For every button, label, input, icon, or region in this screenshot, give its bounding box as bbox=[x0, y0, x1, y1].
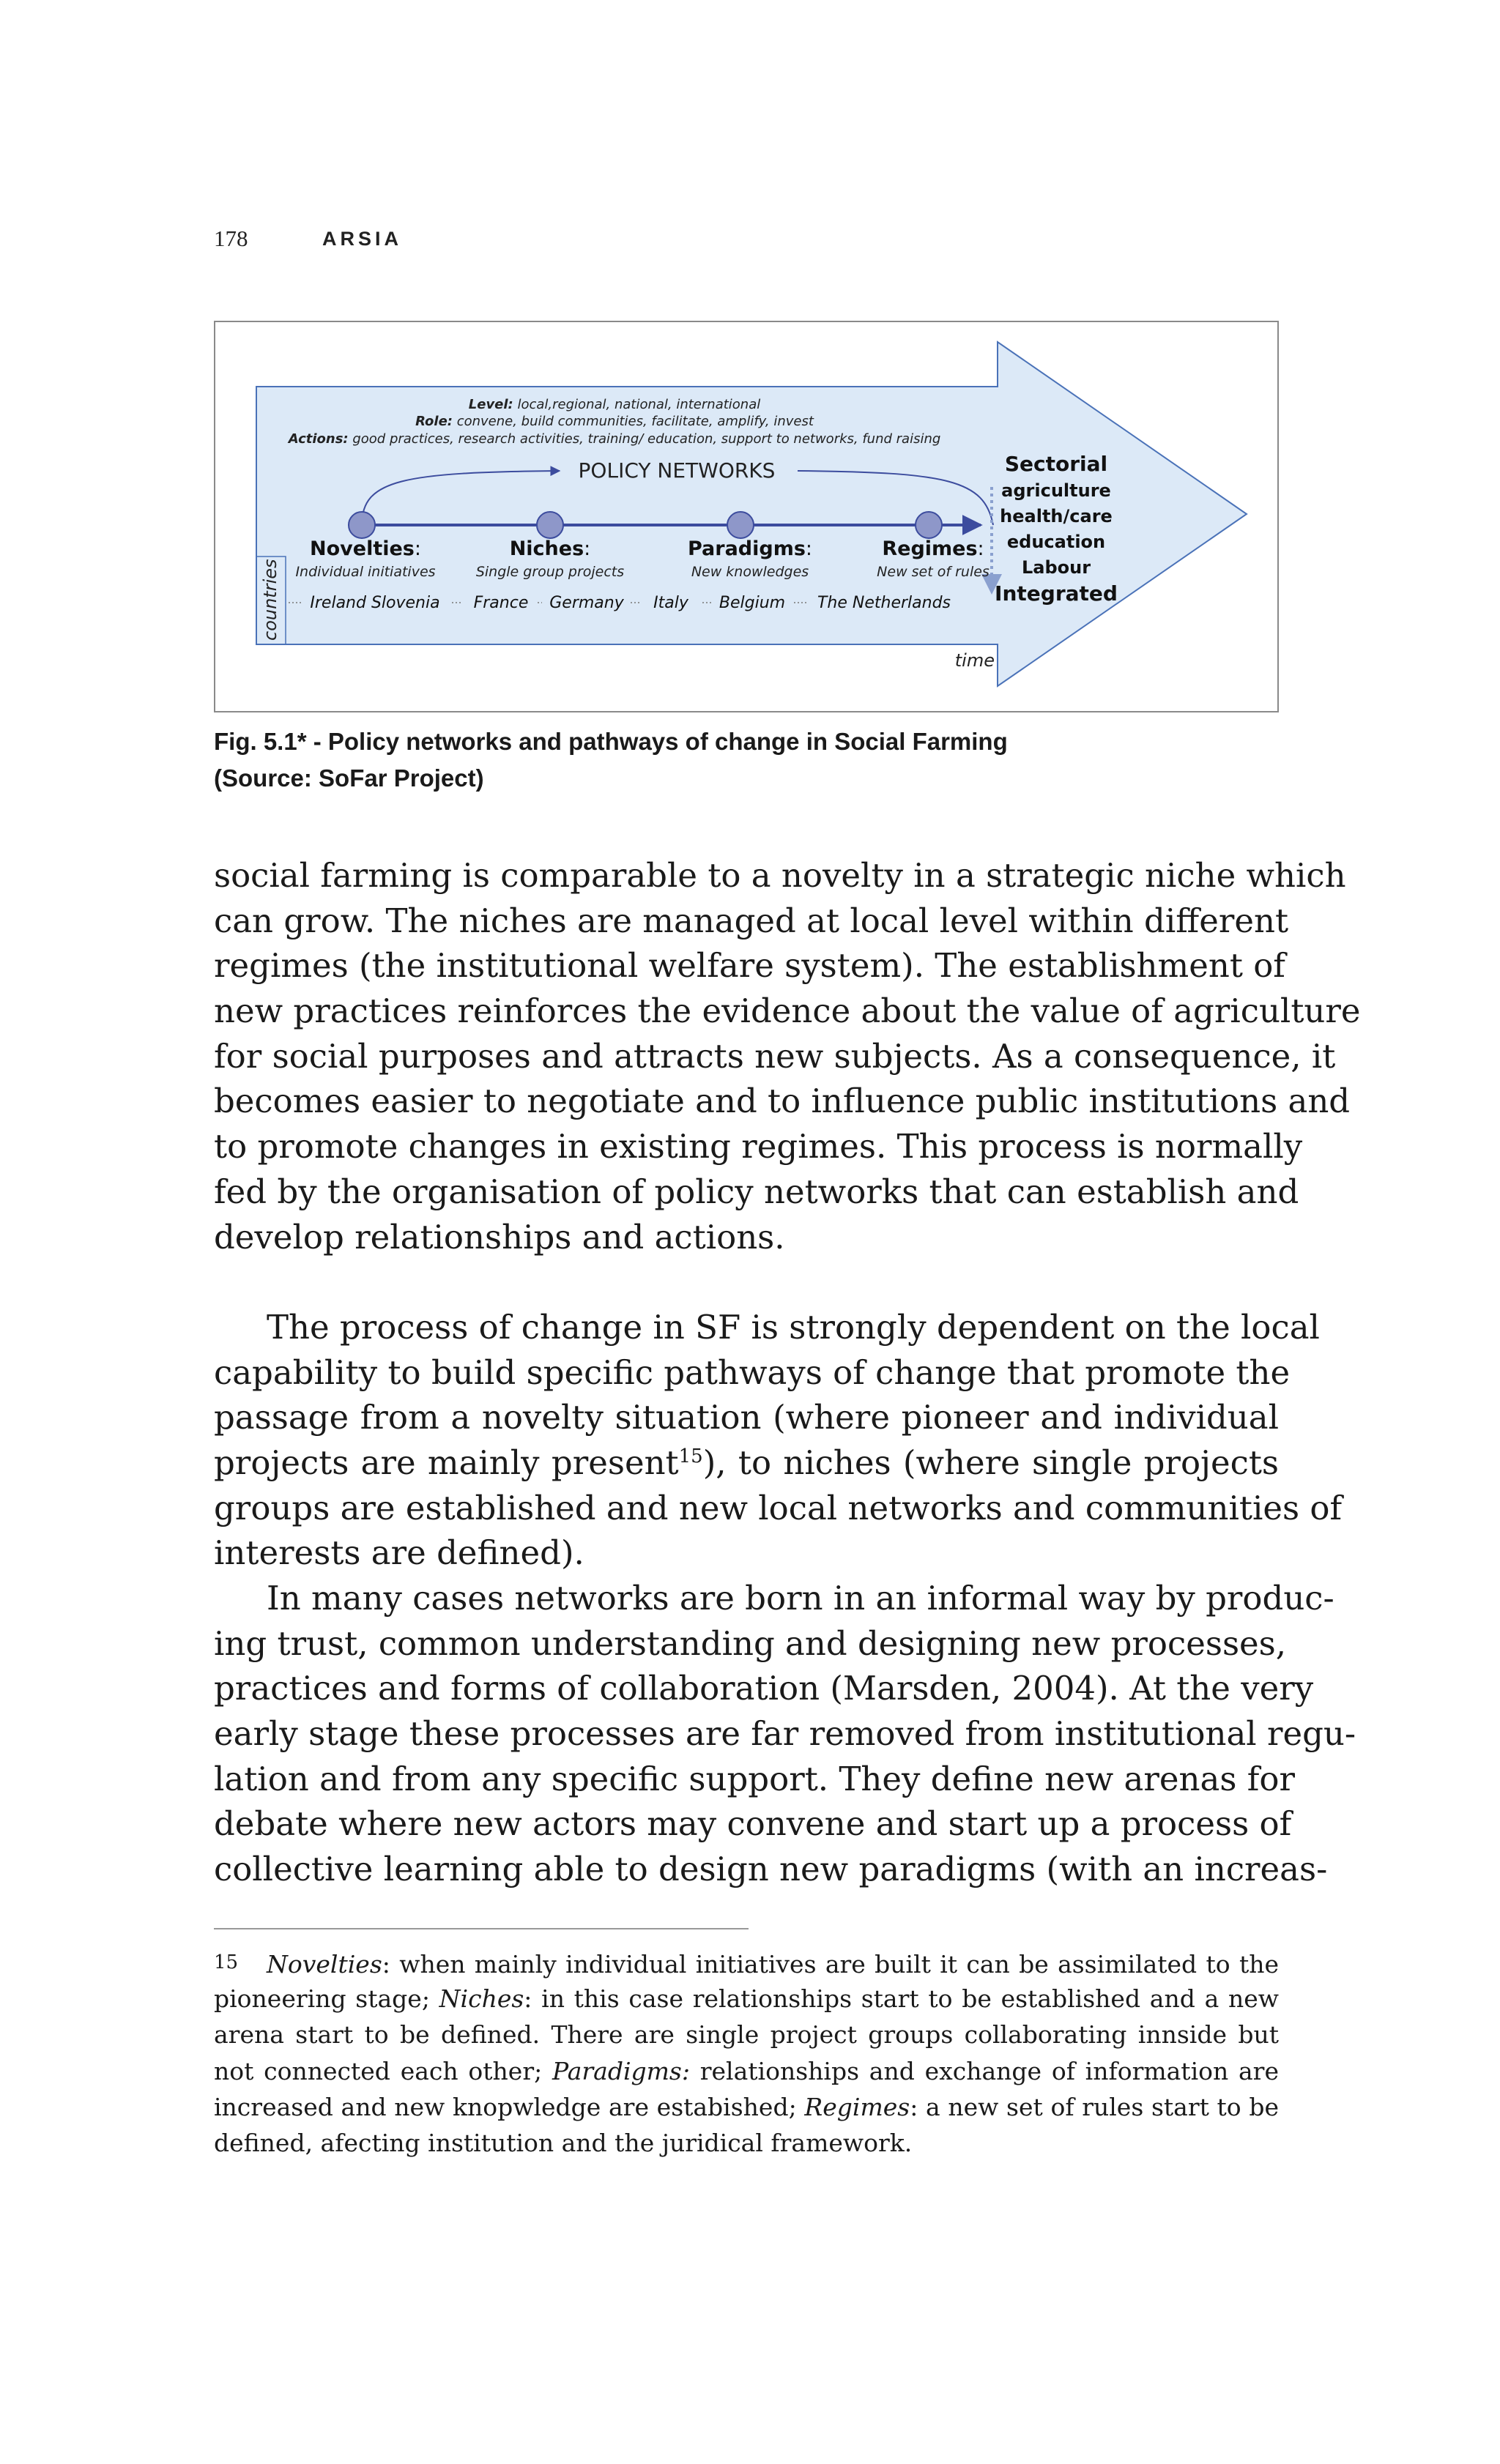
footnote-line: arena start to be defined. There are single project groups collaborating innside but bbox=[214, 2020, 1279, 2050]
page-number: 178 bbox=[214, 226, 248, 251]
country-italy: Italy bbox=[653, 594, 688, 612]
text-line: social farming is comparable to a novelty in a strategic niche which bbox=[214, 856, 1346, 895]
country-france: France bbox=[473, 594, 529, 612]
text-line: for social purposes and attracts new subjects. As a consequence, it bbox=[214, 1036, 1336, 1076]
country-netherlands: The Netherlands bbox=[817, 594, 951, 612]
role-line: Role: convene, build communities, facilitate, amplify, invest bbox=[415, 414, 814, 429]
text-line: new practices reinforces the evidence about the value of agriculture bbox=[214, 991, 1361, 1031]
caption-line-2: (Source: SoFar Project) bbox=[214, 764, 484, 792]
policy-networks-diagram bbox=[215, 322, 1280, 714]
footnote-line: defined, afecting institution and the juridical framework. bbox=[214, 2128, 913, 2157]
text-line: debate where new actors may convene and start up a process of bbox=[214, 1804, 1292, 1844]
countries-axis-label: countries bbox=[260, 559, 281, 641]
journal-name: ARSIA bbox=[322, 228, 403, 250]
policy-networks-label: POLICY NETWORKS bbox=[578, 458, 776, 483]
country-germany: Germany bbox=[549, 594, 624, 612]
stage-desc-regimes: New set of rules bbox=[877, 564, 990, 580]
stage-desc-niches: Single group projects bbox=[475, 564, 625, 580]
node-paradigms bbox=[727, 512, 754, 538]
stage-novelties: Novelties: bbox=[310, 537, 421, 560]
stage-niches: Niches: bbox=[509, 537, 591, 560]
text-line: ing trust, common understanding and designing new processes, bbox=[214, 1623, 1287, 1663]
text-line: The process of change in SF is strongly dependent on the local bbox=[267, 1308, 1320, 1347]
node-novelties bbox=[349, 512, 375, 538]
text-line: develop relationships and actions. bbox=[214, 1217, 785, 1257]
footnote-rule bbox=[214, 1928, 749, 1929]
text-line: practices and forms of collaboration (Marsden, 2004). At the very bbox=[214, 1669, 1314, 1708]
text-line: fed by the organisation of policy networks that can establish and bbox=[214, 1172, 1299, 1211]
footnote-line: not connected each other; Paradigms: relationships and exchange of information are bbox=[214, 2056, 1279, 2085]
footnote-line: 15 Novelties: when mainly individual initiatives are built it can be assimilated to the bbox=[214, 1945, 1279, 1981]
text-line-with-footnote: projects are mainly present$^{15}$), to niches (where single projects bbox=[214, 1443, 1279, 1483]
footnote-line: increased and new knopwledge are estabished; Regimes: a new set of rules start to be bbox=[214, 2092, 1279, 2121]
text-line: lation and from any specific support. They define new arenas for bbox=[214, 1759, 1295, 1798]
level-line: Level: local,regional, national, international bbox=[468, 397, 761, 412]
time-axis-label: time bbox=[954, 650, 995, 671]
actions-line: Actions: good practices, research activities, training/ education, support to networks, fund raising bbox=[288, 431, 941, 447]
text-line: becomes easier to negotiate and to influence public institutions and bbox=[214, 1082, 1351, 1121]
footnote-number: 15 bbox=[214, 1951, 239, 1973]
text-line: passage from a novelty situation (where pioneer and individual bbox=[214, 1398, 1279, 1437]
sector-labour: Labour bbox=[1021, 557, 1091, 578]
sector-education: education bbox=[1006, 532, 1106, 552]
text-line: regimes (the institutional welfare system). The establishment of bbox=[214, 946, 1285, 986]
sector-health-care: health/care bbox=[1000, 506, 1113, 526]
integrated-label: Integrated bbox=[995, 581, 1118, 606]
node-regimes bbox=[916, 512, 942, 538]
paragraph-2 bbox=[214, 1305, 1343, 1576]
text-line: capability to build specific pathways of change that promote the bbox=[214, 1352, 1291, 1392]
country-ireland-slovenia: Ireland Slovenia bbox=[310, 594, 440, 612]
text-line: collective learning able to design new paradigms (with an increas- bbox=[214, 1850, 1328, 1889]
sector-agriculture: agriculture bbox=[1001, 480, 1111, 501]
footnote-reference[interactable]: 15 bbox=[678, 1445, 703, 1468]
text-line: to promote changes in existing regimes. This process is normally bbox=[214, 1127, 1303, 1166]
stage-desc-paradigms: New knowledges bbox=[691, 564, 809, 580]
text-line: In many cases networks are born in an informal way by produc- bbox=[267, 1579, 1334, 1618]
paragraph-3 bbox=[214, 1576, 1356, 1892]
figure-frame bbox=[214, 321, 1279, 712]
stage-desc-novelties: Individual initiatives bbox=[295, 564, 436, 580]
text-line: groups are established and new local networks and communities of bbox=[214, 1488, 1343, 1527]
footnote bbox=[214, 1945, 1279, 2161]
paragraph-1 bbox=[214, 853, 1361, 1259]
text-line: interests are defined). bbox=[214, 1533, 584, 1573]
sectorial-label: Sectorial bbox=[1004, 452, 1108, 476]
stage-regimes: Regimes: bbox=[882, 537, 984, 560]
node-niches bbox=[537, 512, 563, 538]
figure-caption bbox=[214, 723, 1283, 797]
stage-paradigms: Paradigms: bbox=[687, 537, 813, 560]
text-line: early stage these processes are far removed from institutional regu- bbox=[214, 1714, 1356, 1754]
footnote-line: pioneering stage; Niches: in this case relationships start to be established and a new bbox=[214, 1984, 1279, 2014]
country-belgium: Belgium bbox=[719, 594, 786, 612]
text-line: can grow. The niches are managed at local level within different bbox=[214, 901, 1289, 940]
caption-line-1: Fig. 5.1* - Policy networks and pathways of change in Social Farming bbox=[214, 728, 1008, 755]
